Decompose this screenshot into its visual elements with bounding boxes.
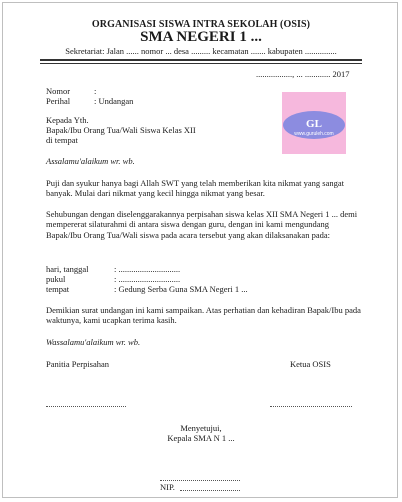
opening-greeting: Assalamu'alaikum wr. wb. (46, 156, 135, 166)
principal-title: Kepala SMA N 1 ... (167, 433, 235, 443)
closing-greeting: Wassalamu'alaikum wr. wb. (46, 337, 141, 347)
logo-site: www.guruleh.com (294, 131, 334, 137)
event-day-value: : ............................. (114, 264, 181, 274)
perihal-label: Perihal (46, 96, 71, 106)
paragraph-invitation: Sehubungan dengan diselenggarakannya perpisahan siswa kelas XII SMA Negeri 1 ... demi mempererat silaturahmi di antara siswa dengan guru, dengan ini kami mengundang Bapak/Ibu Orang Tua/Wali siswa pada acara tersebut yang akan dilaksanakan pada: (46, 209, 358, 240)
recipient-line-3: di tempat (46, 135, 78, 145)
osis-chair-signature-line (270, 406, 352, 407)
event-time-value: : ............................. (114, 274, 181, 284)
paragraph-closing: Demikian surat undangan ini kami sampaikan. Atas perhatian dan kehadiran Bapak/Ibu pada waktunya, kami ucapkan terima kasih. (46, 305, 361, 326)
guruleh-logo (282, 92, 346, 154)
logo-letters: GL (306, 118, 322, 130)
school-address: Sekretariat: Jalan ...... nomor ... desa ......... kecamatan ....... kabupaten ............... (65, 46, 337, 56)
principal-nip-line (180, 490, 240, 491)
perihal-value: : Undangan (94, 96, 134, 106)
committee-signature-line (46, 406, 126, 407)
recipient-line-1: Kepada Yth. (46, 115, 89, 125)
approval-label: Menyetujui, (180, 423, 222, 433)
letter-date: ................., ... ............ 2017 (256, 69, 350, 79)
nomor-value: : (94, 86, 97, 96)
paragraph-opening: Puji dan syukur hanya bagi Allah SWT yang telah memberikan kita nikmat yang sangat banyak. Mulai dari nikmat yang kecil hingga nikmat yang besar. (46, 178, 344, 199)
school-name: SMA NEGERI 1 ... (140, 29, 262, 45)
nomor-label: Nomor (46, 86, 71, 96)
letterhead-rule-thin (40, 63, 362, 64)
event-place-value: : Gedung Serba Guna SMA Negeri 1 ... (114, 284, 248, 294)
event-place-label: tempat (46, 284, 70, 294)
letterhead-rule-thick (40, 59, 362, 61)
osis-chair-title: Ketua OSIS (290, 359, 331, 369)
committee-title: Panitia Perpisahan (46, 359, 110, 369)
recipient-line-2: Bapak/Ibu Orang Tua/Wali Siswa Kelas XII (46, 125, 196, 135)
event-time-label: pukul (46, 274, 66, 284)
organization-name: ORGANISASI SISWA INTRA SEKOLAH (OSIS) (91, 19, 311, 30)
principal-signature-line (160, 480, 240, 481)
principal-nip-label: NIP. (160, 482, 175, 492)
event-day-label: hari, tanggal (46, 264, 89, 274)
